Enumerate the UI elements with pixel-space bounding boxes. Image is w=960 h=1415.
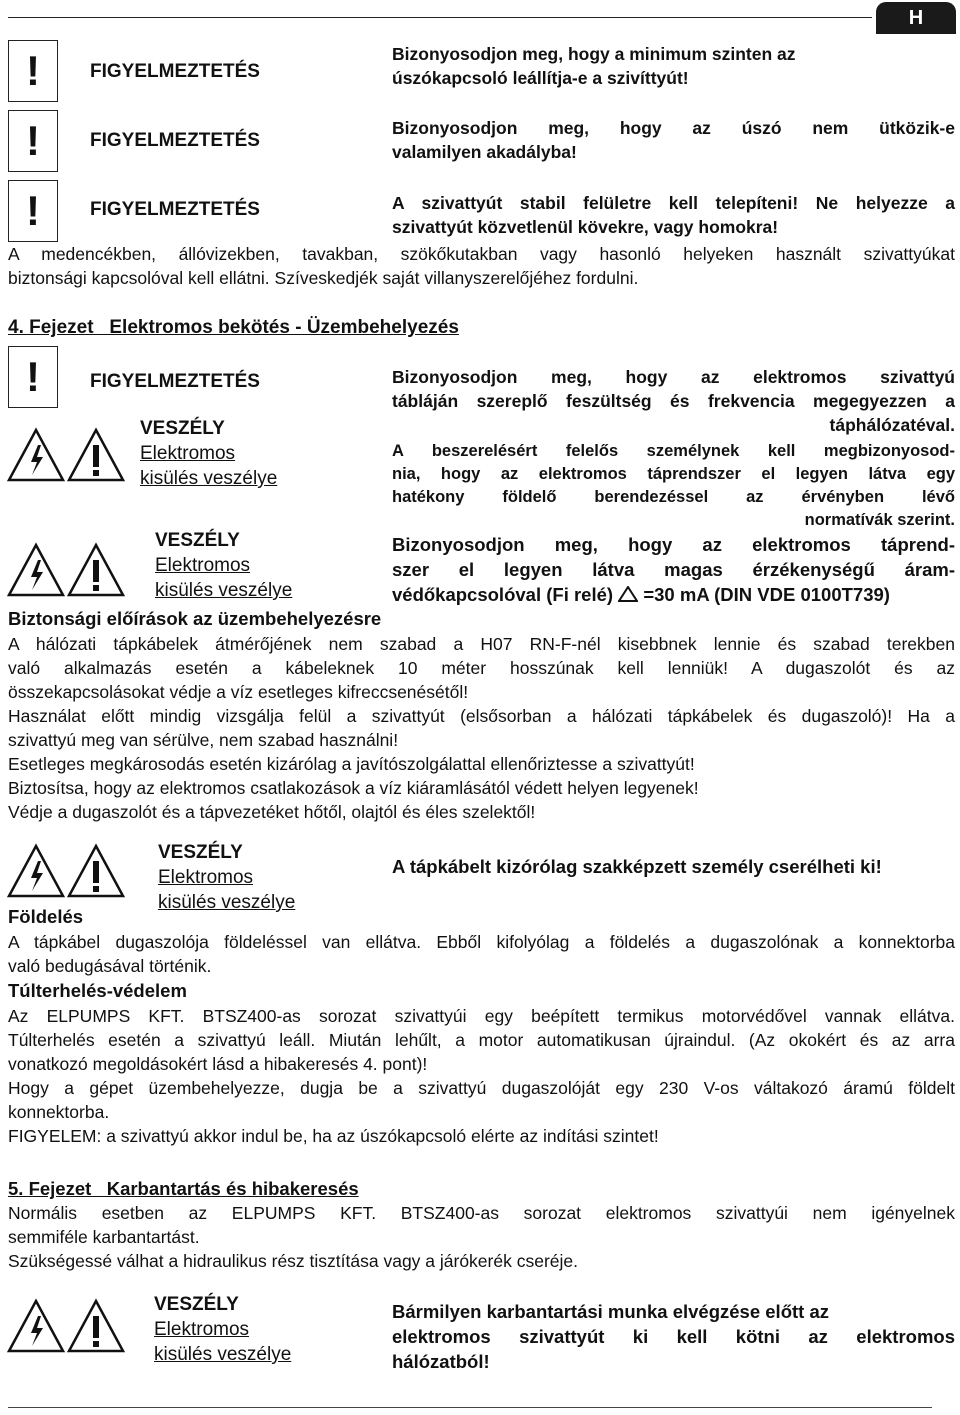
maintenance-notice: Bármilyen karbantartási munka elvégzése előtt az elektromos szivattyút ki kell kötni az elektromos hálózatból! (392, 1301, 955, 1372)
exclamation-icon: ! (8, 40, 58, 102)
exclamation-icon: ! (8, 110, 58, 172)
delta-icon (618, 586, 638, 602)
warning-label: FIGYELMEZTETÉS (90, 199, 260, 220)
safety-heading: Biztonsági előírások az üzembehelyezésre (8, 608, 382, 629)
footer-rule (8, 1407, 932, 1408)
warning-label: FIGYELMEZTETÉS (90, 371, 260, 392)
maintenance-paragraph: Normális esetben az ELPUMPS KFT. BTSZ400-as sorozat elektromos szivattyúi nem igényelnek semmiféle karbantartást. Szükségessé válhat a hidraulikus rész tisztítása vagy a járókerék cseréje. (8, 1203, 955, 1271)
overload-paragraph: Az ELPUMPS KFT. BTSZ400-as sorozat szivattyúi egy beépített termikus motorvédővel vannak ellátva. Túlterhelés esetén a szivattyú leáll. Miután lehűlt, a motor automatikusan újraindul. (Az okokért és az arra vonatkozó megoldásokért lásd a hibakeresés 4. pont)! Hogy a gépet üzembehelyezze, dugja be a szivattyú dugaszolóját egy 230 V-os váltakozó áramú földelt konnektorba. FIGYELEM: a szivattyú akkor indul be, ha az úszókapcsoló elérte az indítási szintet! (8, 1006, 955, 1146)
grounding-paragraph: A tápkábel dugaszolója földeléssel van ellátva. Ebből kifolyólag a földelés a dugaszolónak a konnektorba való bedugásával történik. (8, 932, 955, 976)
section-5-title: 5. Fejezet Karbantartás és hibakeresés (8, 1178, 359, 1199)
lightning-triangle-icon (6, 1298, 66, 1354)
voltage-warning: Bizonyosodjon meg, hogy az elektromos szivattyú tábláján szereplő feszültség és frekvencia megegyezzen a táphálózatéval. (392, 367, 955, 435)
danger-notice: VESZÉLY Elektromos kisülés veszélye (140, 418, 278, 489)
installer-notice: A beszerelésért felelős személynek kell megbizonyosod- nia, hogy az elektromos táprendszer el legyen látva egy hatékony földelő berendezéssel az érvényben lévő normatívák szerint. (392, 442, 955, 529)
exclamation-icon: ! (8, 346, 58, 408)
danger-notice: VESZÉLY Elektromos kisülés veszélye (158, 842, 296, 913)
grounding-heading: Földelés (8, 906, 84, 927)
warning-label: FIGYELMEZTETÉS (90, 130, 260, 151)
overload-heading: Túlterhelés-védelem (8, 980, 187, 1001)
warning-text: Bizonyosodjon meg, hogy az úszó nem ütközik-e valamilyen akadályba! (392, 118, 955, 162)
header-rule (8, 17, 872, 18)
danger-notice: VESZÉLY Elektromos kisülés veszélye (154, 1294, 292, 1365)
exclamation-triangle-icon (66, 843, 126, 899)
intro-paragraph: A medencékben, állóvizekben, tavakban, szökőkutakban vagy hasonló helyeken használt szivattyúkat biztonsági kapcsolóval kell ellátni. Szíveskedjék saját villanyszerelőjéhez fordulni. (8, 244, 955, 288)
language-badge: H (876, 2, 956, 34)
exclamation-icon: ! (8, 180, 58, 242)
warning-text: A szivattyút stabil felületre kell telepíteni! Ne helyezze a szivattyút közvetlenül kövekre, vagy homokra! (392, 193, 955, 237)
section-4-title: 4. Fejezet Elektromos bekötés - Üzembehelyezés (8, 317, 459, 338)
cable-notice: A tápkábelt kizórólag szakképzett személy cserélheti ki! (392, 856, 882, 877)
warning-label: FIGYELMEZTETÉS (90, 61, 260, 82)
warning-text: Bizonyosodjon meg, hogy a minimum szinten az úszókapcsoló leállítja-e a szivíttyút! (392, 44, 796, 88)
exclamation-triangle-icon (66, 1298, 126, 1354)
exclamation-triangle-icon (66, 427, 126, 483)
rcd-notice: Bizonyosodjon meg, hogy az elektromos táprend- szer el legyen látva magas érzékenységű áram- védőkapcsolóval (Fi relé) =30 mA (DIN VDE 0100T739) (392, 534, 955, 605)
lightning-triangle-icon (6, 427, 66, 483)
lightning-triangle-icon (6, 542, 66, 598)
lightning-triangle-icon (6, 843, 66, 899)
safety-paragraph: A hálózati tápkábelek átmérőjének nem szabad a H07 RN-F-nél kisebbnek lennie és szabad terekben való alkalmazás esetén a kábeleknek 10 méter hosszúnak kell lenniük! A dugaszolót és az összekapcsolásokat védje a víz esetleges kifreccsenésétől! Használat előtt mindig vizsgálja felül a szivattyút (elsősorban a hálózati tápkábelek és dugaszoló)! Ha a szivattyú meg van sérülve, nem szabad használni! Esetleges megkárosodás esetén kizárólag a javítószolgálattal ellenőriztesse a szivattyút! Biztosítsa, hogy az elektromos csatlakozások a víz kiáramlásától védett helyen legyenek! Védje a dugaszolót és a tápvezetéket hőtől, olajtól és éles szelektől! (8, 634, 955, 822)
exclamation-triangle-icon (66, 542, 126, 598)
danger-notice: VESZÉLY Elektromos kisülés veszélye (155, 530, 293, 601)
